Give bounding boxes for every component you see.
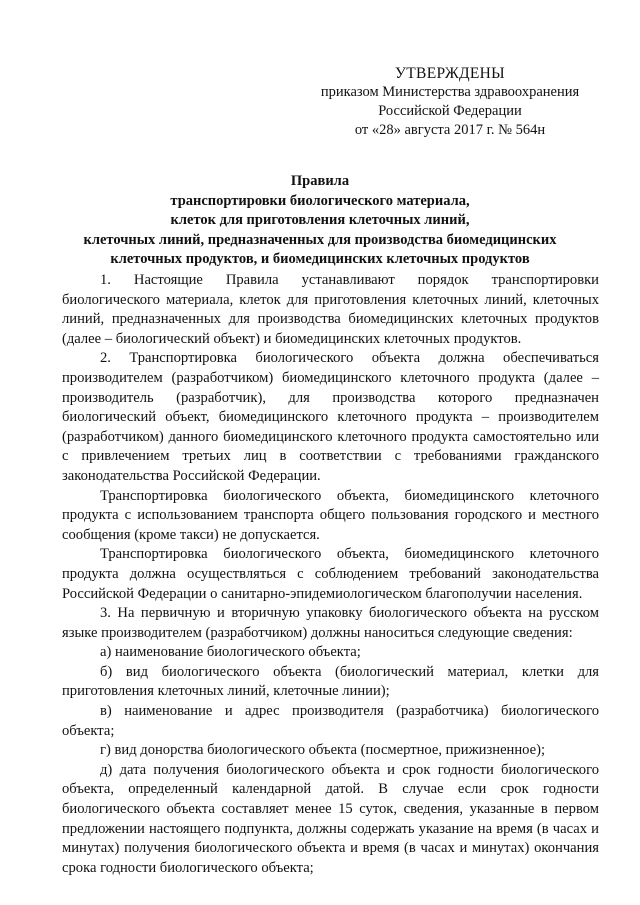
title-line: транспортировки биологического материала, <box>170 192 470 209</box>
document-body <box>62 271 599 878</box>
title-line: клеточных линий, предназначенных для производства биомедицинских <box>83 231 557 248</box>
paragraph-public-transport: Транспортировка биологического объекта, биомедицинского клеточного продукта с использованием транспорта общего пользования городского и местного сообщения (кроме такси) не допускается. <box>62 487 599 543</box>
approval-heading: УТВЕРЖДЕНЫ <box>395 65 505 82</box>
paragraph-1: 1. Настоящие Правила устанавливают порядок транспортировки биологического материала, клеток для приготовления клеточных линий, клеточных линий, предназначенных для производства биомедицинских клеточных продуктов (далее – биологический объект) и биомедицинских клеточных продуктов. <box>62 272 599 347</box>
title-line: Правила <box>290 173 350 189</box>
document-title <box>40 172 600 270</box>
list-item-a: а) наименование биологического объекта; <box>100 644 361 661</box>
list-item-v: в) наименование и адрес производителя (разработчика) биологического объекта; <box>62 703 599 739</box>
approval-stamp <box>300 64 600 140</box>
list-item-d: д) дата получения биологического объекта и срок годности биологического объекта, определенный календарной датой. В случае если срок годности биологического объекта составляет менее 15 суток, сведения, указанные в первом предложении настоящего подпункта, должны содержать указание на время (в часах и минутах) получения биологического объекта и время (в часах и минутах) окончания срока годности биологического объекта; <box>62 761 599 876</box>
list-item-b: б) вид биологического объекта (биологический материал, клетки для приготовления клеточных линий, клеточные линии); <box>62 663 599 700</box>
paragraph-sanitary: Транспортировка биологического объекта, биомедицинского клеточного продукта должна осуществляться с соблюдением требований законодательства Российской Федерации о санитарно-эпидемиологическом благополучии населения. <box>62 546 599 602</box>
approval-line-order: приказом Министерства здравоохранения <box>320 84 580 100</box>
list-item-g: г) вид донорства биологического объекта (посмертное, прижизненное); <box>100 742 546 759</box>
paragraph-3: 3. На первичную и вторичную упаковку биологического объекта на русском языке производителем (разработчиком) должны наноситься следующие сведения: <box>62 605 599 641</box>
approval-line-country: Российской Федерации <box>378 103 522 119</box>
paragraph-2: 2. Транспортировка биологического объекта должна обеспечиваться производителем (разработчиком) биомедицинского клеточного продукта (далее – производитель (разработчик), для производства которого предназначен биологический объект, биомедицинского клеточного продукта – производителем (разработчиком) данного биомедицинского клеточного продукта самостоятельно или с привлечением третьих лиц в соответствии с требованиями гражданского законодательства Российской Федерации. <box>62 350 599 484</box>
title-line: клеток для приготовления клеточных линий, <box>170 212 470 228</box>
approval-line-date: от «28» августа 2017 г. № 564н <box>354 122 546 138</box>
title-line: клеточных продуктов, и биомедицинских клеточных продуктов <box>110 251 530 267</box>
